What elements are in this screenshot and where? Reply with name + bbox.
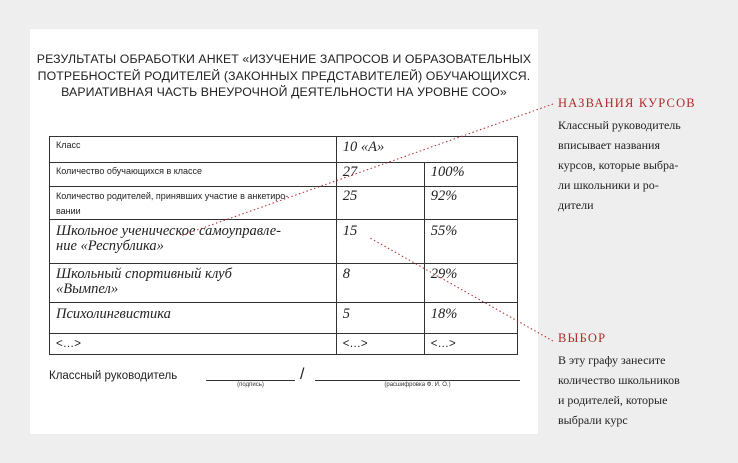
course-name: Психолингвистика bbox=[50, 303, 337, 334]
annotation-line: вписывает названия bbox=[558, 138, 660, 152]
class-label: Класс bbox=[50, 137, 337, 163]
signature-slash: / bbox=[300, 366, 305, 383]
annotation-line: В эту графу занесите bbox=[558, 353, 666, 367]
leader-line-course-names bbox=[180, 104, 553, 236]
annotation-body bbox=[558, 115, 696, 215]
course-count: 15 bbox=[336, 220, 424, 264]
annotation-line: количество школьников bbox=[558, 373, 680, 387]
parents-label-line: вании bbox=[56, 206, 81, 216]
annotation-line: выбрали курс bbox=[558, 413, 628, 427]
annotation-line: Классный руководитель bbox=[558, 118, 681, 132]
course-percent: 55% bbox=[424, 220, 517, 264]
course-percent: 29% bbox=[424, 264, 517, 303]
students-percent: 100% bbox=[424, 163, 517, 187]
course-percent: 18% bbox=[424, 303, 517, 334]
course-name-line: «Вымпел» bbox=[56, 281, 119, 297]
annotation-heading: ВЫБОР bbox=[558, 331, 607, 345]
parents-label-line: Количество родителей, принявших участие в анкетиро- bbox=[56, 191, 289, 201]
course-name-line: Школьный спортивный клуб bbox=[56, 266, 232, 282]
annotation-heading: НАЗВАНИЯ КУРСОВ bbox=[558, 96, 696, 110]
annotation-body bbox=[558, 350, 680, 430]
annotation-line: дители bbox=[558, 198, 594, 212]
title-line: РЕЗУЛЬТАТЫ ОБРАБОТКИ АНКЕТ «ИЗУЧЕНИЕ ЗАПРОСОВ И ОБРАЗОВАТЕЛЬНЫХ bbox=[36, 52, 532, 66]
annotation-choice bbox=[558, 331, 680, 430]
students-label: Количество обучающихся в классе bbox=[50, 163, 337, 187]
course-name-line: Школьное ученическое самоуправле- bbox=[56, 223, 281, 239]
ellipsis-cell: <…> bbox=[336, 334, 424, 355]
ellipsis-cell: <…> bbox=[424, 334, 517, 355]
signature-label: Классный руководитель bbox=[49, 370, 178, 382]
parents-count: 25 bbox=[336, 187, 424, 220]
course-count: 5 bbox=[336, 303, 424, 334]
annotation-course-names bbox=[558, 96, 696, 215]
annotation-line: курсов, которые выбра- bbox=[558, 158, 679, 172]
students-count: 27 bbox=[336, 163, 424, 187]
title-line: ВАРИАТИВНАЯ ЧАСТЬ ВНЕУРОЧНОЙ ДЕЯТЕЛЬНОСТИ НА УРОВНЕ СОО» bbox=[61, 85, 507, 99]
class-value: 10 «А» bbox=[336, 137, 517, 163]
course-count: 8 bbox=[336, 264, 424, 303]
name-decoding-caption: (расшифровка Ф. И. О.) bbox=[384, 382, 451, 388]
leader-line-choice bbox=[370, 238, 553, 341]
ellipsis-cell: <…> bbox=[50, 334, 337, 355]
annotation-line: и родителей, которые bbox=[558, 393, 668, 407]
signature-caption: (подпись) bbox=[237, 382, 264, 388]
title-line: ПОТРЕБНОСТЕЙ РОДИТЕЛЕЙ (ЗАКОННЫХ ПРЕДСТАВИТЕЛЕЙ) ОБУЧАЮЩИХСЯ. bbox=[37, 68, 531, 83]
annotation-line: ли школьники и ро- bbox=[558, 178, 659, 192]
course-name-line: ние «Республика» bbox=[56, 238, 164, 254]
parents-percent: 92% bbox=[424, 187, 517, 220]
